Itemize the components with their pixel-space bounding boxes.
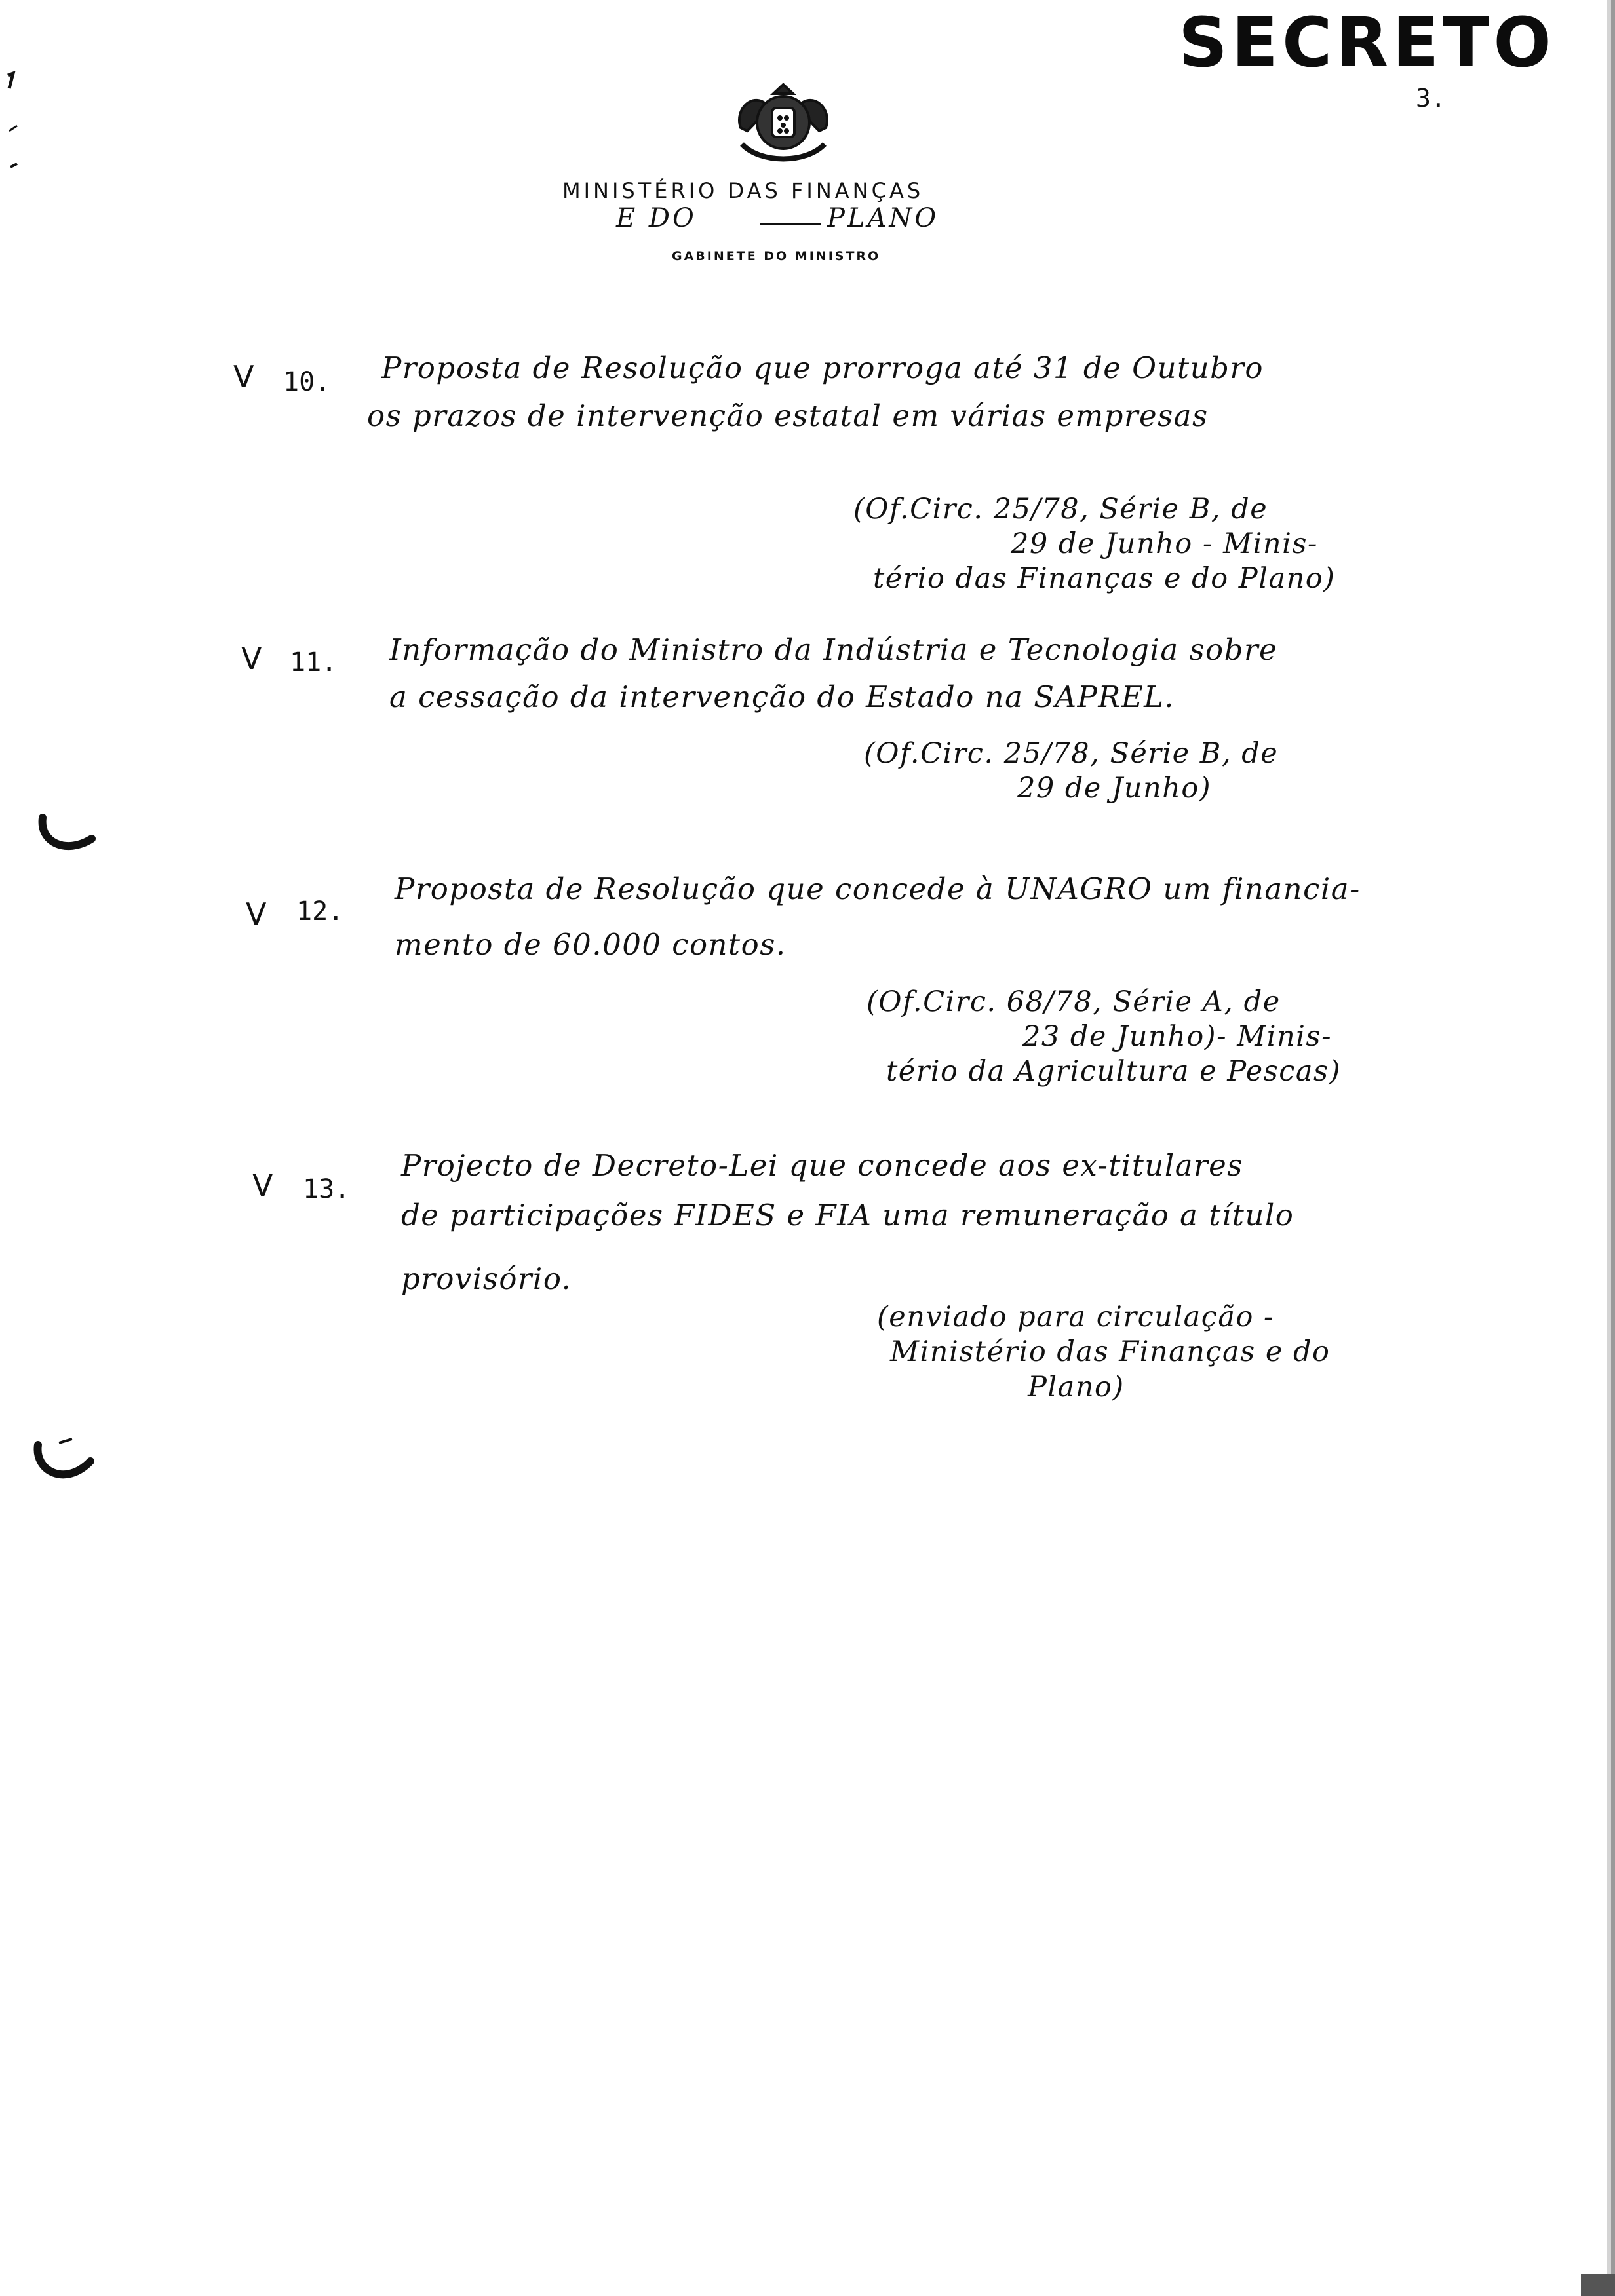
scan-edge-icon [1573, 0, 1615, 2296]
item-number: 10. [283, 367, 331, 397]
item-reference-line: (enviado para circulação - [877, 1301, 1275, 1333]
item-text-line: Informação do Ministro da Indústria e Tecnologia sobre [389, 632, 1278, 667]
item-number: 11. [290, 647, 338, 678]
item-reference-line: tério da Agricultura e Pescas) [886, 1055, 1341, 1088]
item-reference-line: (Of.Circ. 25/78, Série B, de [853, 493, 1268, 526]
item-text-line: de participações FIDES e FIA uma remuneração a título [401, 1198, 1294, 1233]
item-number: 12. [296, 896, 344, 927]
item-reference-line: 29 de Junho - Minis- [1011, 527, 1318, 560]
ministry-name-line2b: PLANO [827, 203, 939, 233]
item-text-line: a cessação da intervenção do Estado na SAPREL. [389, 679, 1175, 714]
ministry-name-line2: E DO [616, 203, 697, 233]
item-text-line: os prazos de intervenção estatal em várias empresas [367, 398, 1209, 433]
item-text-line: provisório. [401, 1261, 572, 1296]
page-number: 3. [1416, 84, 1446, 113]
punch-hole-icon [26, 1435, 98, 1494]
item-reference-line: 29 de Junho) [1017, 772, 1212, 805]
ministry-dash [760, 223, 821, 225]
cabinet-heading: GABINETE DO MINISTRO [672, 249, 881, 263]
check-mark: V [241, 641, 262, 676]
item-text-line: Projecto de Decreto-Lei que concede aos ex-titulares [401, 1148, 1243, 1183]
item-text-line: mento de 60.000 contos. [395, 927, 787, 962]
coat-of-arms-icon [728, 82, 839, 167]
item-reference-line: 23 de Junho)- Minis- [1022, 1020, 1333, 1053]
item-reference-line: Ministério das Finanças e do [890, 1335, 1331, 1368]
item-reference-line: (Of.Circ. 25/78, Série B, de [864, 737, 1279, 770]
item-text-line: Proposta de Resolução que prorroga até 31 de Outubro [381, 351, 1264, 385]
check-mark: V [252, 1168, 273, 1203]
punch-hole-icon [36, 813, 102, 865]
item-reference-line: Plano) [1028, 1371, 1125, 1404]
item-text-line: Proposta de Resolução que concede à UNAGRO um financia- [395, 871, 1361, 906]
item-reference-line: (Of.Circ. 68/78, Série A, de [866, 985, 1281, 1018]
ministry-name: MINISTÉRIO DAS FINANÇAS [562, 178, 924, 203]
item-reference-line: tério das Finanças e do Plano) [873, 562, 1336, 595]
secret-stamp: SECRETO [1178, 3, 1555, 83]
check-mark: V [233, 359, 254, 394]
item-number: 13. [303, 1174, 351, 1204]
check-mark: V [246, 896, 267, 932]
margin-mark-icon [0, 66, 39, 183]
